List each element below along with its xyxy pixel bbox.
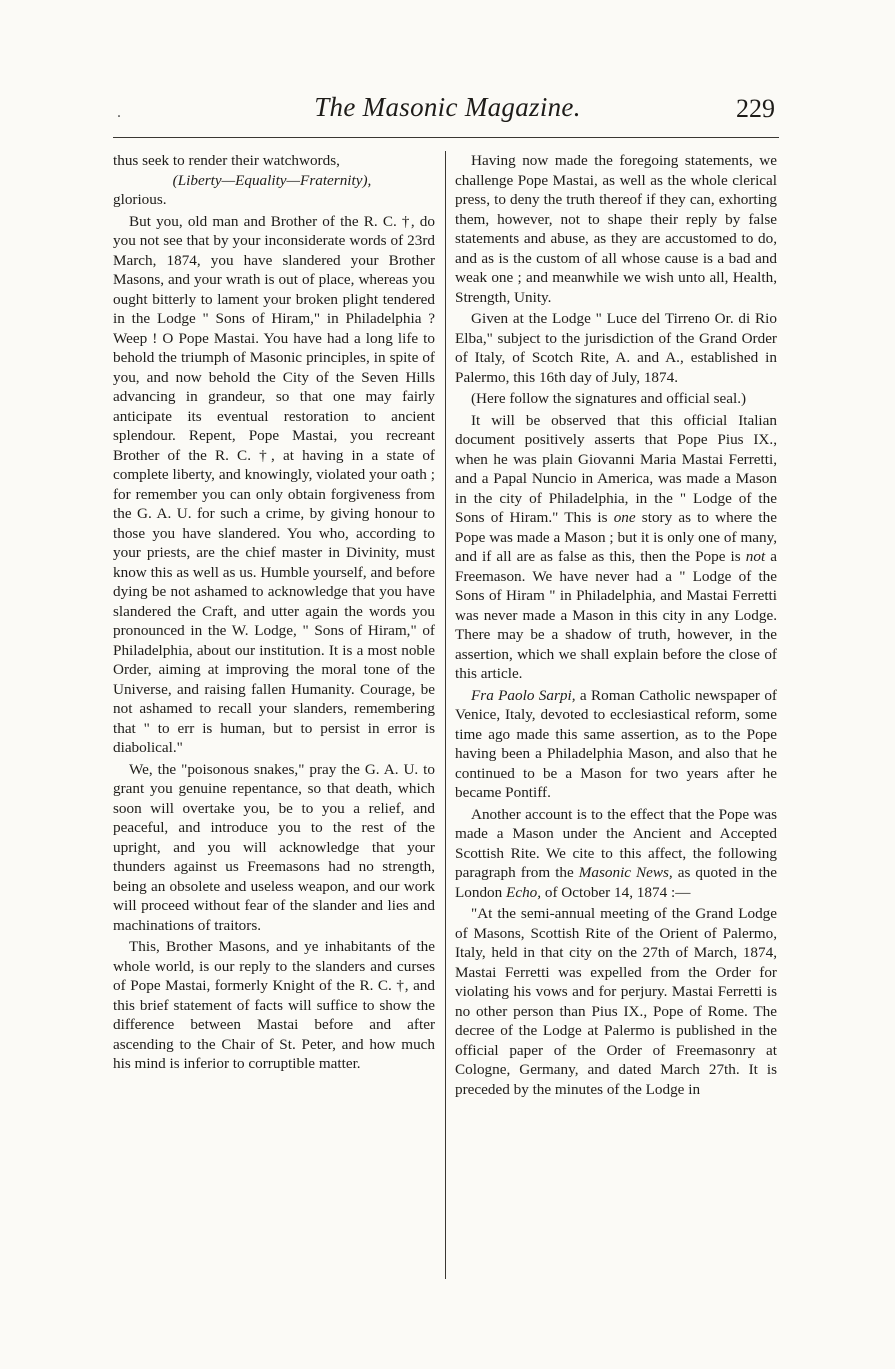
header-rule <box>113 137 779 138</box>
paragraph: Having now made the foregoing statements, we challenge Pope Mastai, as well as the whole clerical press, to deny the truth thereof if they can, exhorting them, however, not to shape their reply by false statements and abuse, as they are accustomed to do, and as is the custom of all whose cause is a bad and weak one ; and meanwhile we wish unto all, Health, Strength, Unity. <box>455 152 777 306</box>
stray-mark: . <box>117 104 121 121</box>
italic-motto: (Liberty—Equality—Fraternity), <box>172 171 372 189</box>
text-span: as quoted in the London <box>455 864 777 901</box>
text-span: thus seek to render their watchwords, <box>113 152 340 169</box>
paragraph: But you, old man and Brother of the R. C. †, do you not see that by your inconsiderate words of 23rd March, 1874, you have slandered your Brother Masons, and your wrath is out of place, whereas you ought bitterly to lament your broken plight tendered in the Lodge " Sons of Hiram," in Philadelphia ? Weep ! O Pope Mastai. You have had a long life to behold the triumph of Masonic principles, in spite of you, and now behold the City of the Seven Hills advancing in grandeur, so that one may fairly anticipate its eventual restoration to ancient splendour. Repent, Pope Mastai, you recreant Brother of the R. C. †, at having in a state of complete liberty, and knowingly, violated your oath ; for remember you can only obtain forgiveness from the G. A. U. for such a crime, by giving honour to those you have slandered. You who, according to your priests, are the chief master in Divinity, must know this as well as us. Humble yourself, and before dying be not ashamed to acknowledge that you have slandered the Craft, and utter again the words you pronounced in the W. Lodge, " Sons of Hiram," of Philadelphia, about our institution. It is a most noble Order, aiming at improving the moral tone of the Universe, and raising fallen Humanity. Courage, be not ashamed to recall your slanders, remembering that " to err is human, but to persist in error is diabolical." <box>113 212 435 756</box>
newspaper-title: Echo, <box>506 883 542 901</box>
running-title: The Masonic Magazine. <box>314 92 581 122</box>
text-span: glorious. <box>113 191 167 208</box>
newspaper-title: Fra Paolo Sarpi, <box>471 686 576 704</box>
page-number: 229 <box>736 94 775 123</box>
emphasis: not <box>745 548 766 565</box>
text-span: It will be observed that this official Italian document positively asserts that Pope Pius IX., when he was plain Giovanni Maria Mastai Ferretti, and a Papal Nuncio in America, was made a Mason in the city of Philadelphia, in the " Lodge of the Sons of Hiram." This is <box>455 411 777 526</box>
text-span: story as to where the Pope was made a Mason ; but it is only one of many, and if all are as false as this, then the Pope is <box>455 509 777 565</box>
column-divider <box>445 151 446 1279</box>
paragraph: "At the semi-annual meeting of the Grand Lodge of Masons, Scottish Rite of the Orient of Palermo, Italy, held in that city on the 27th of March, 1874, Mastai Ferretti was expelled from the Order for violating his vows and for perjury. Mastai Ferretti is no other person than Pius IX., Pope of Rome. The decree of the Lodge at Palermo is published in the official paper of the Order of Freemasonry at Cologne, Germany, and dated March 27th. It is preceded by the minutes of the Lodge in <box>455 905 777 1098</box>
text-span: of October 14, 1874 :— <box>541 883 691 901</box>
paragraph <box>455 686 777 803</box>
paragraph <box>113 151 435 210</box>
paragraph <box>455 805 777 903</box>
text-span: a Freemason. We have never had a " Lodge of the Sons of Hiram " in Philadelphia, and Mastai Ferretti was never made a Mason in this city in any Lodge. There may be a shadow of truth, however, in the assertion, which we shall explain before the close of this article. <box>455 548 777 682</box>
paragraph: Given at the Lodge " Luce del Tirreno Or. di Rio Elba," subject to the jurisdiction of the Grand Order of Italy, of Scotch Rite, A. and A., established in Palermo, this 16th day of July, 1874. <box>455 310 777 386</box>
text-span: a Roman Catholic newspaper of Venice, Italy, devoted to ecclesiastical reform, some time ago made this same assertion, as to the Pope having been a Philadelphia Mason, and also that he continued to be a Mason for two years after he became Pontiff. <box>455 686 777 801</box>
right-column <box>455 151 777 1283</box>
emphasis: one <box>613 509 636 526</box>
paragraph: This, Brother Masons, and ye inhabitants of the whole world, is our reply to the slanders and curses of Pope Mastai, formerly Knight of the R. C. †, and this brief statement of facts will suffice to show the difference between Mastai before and after ascending to the Chair of St. Peter, and how much his mind is inferior to corruptible matter. <box>113 938 435 1072</box>
left-column <box>113 151 435 1283</box>
paragraph <box>455 411 777 684</box>
paragraph: (Here follow the signatures and official seal.) <box>471 390 747 407</box>
newspaper-title: Masonic News, <box>578 864 673 881</box>
text-span: Another account is to the effect that the Pope was made a Mason under the Ancient and Accepted Scottish Rite. We cite to this affect, the following paragraph from the <box>455 805 777 881</box>
paragraph: We, the "poisonous snakes," pray the G. A. U. to grant you genuine repentance, so that death, which soon will overtake you, be to you a relief, and peaceful, and introduce you to the rest of the upright, and you will acknowledge that your thunders against us Freemasons had no strength, being an obsolete and useless weapon, and our work will proceed without fear of the slander and lies and machinations of traitors. <box>113 760 435 934</box>
